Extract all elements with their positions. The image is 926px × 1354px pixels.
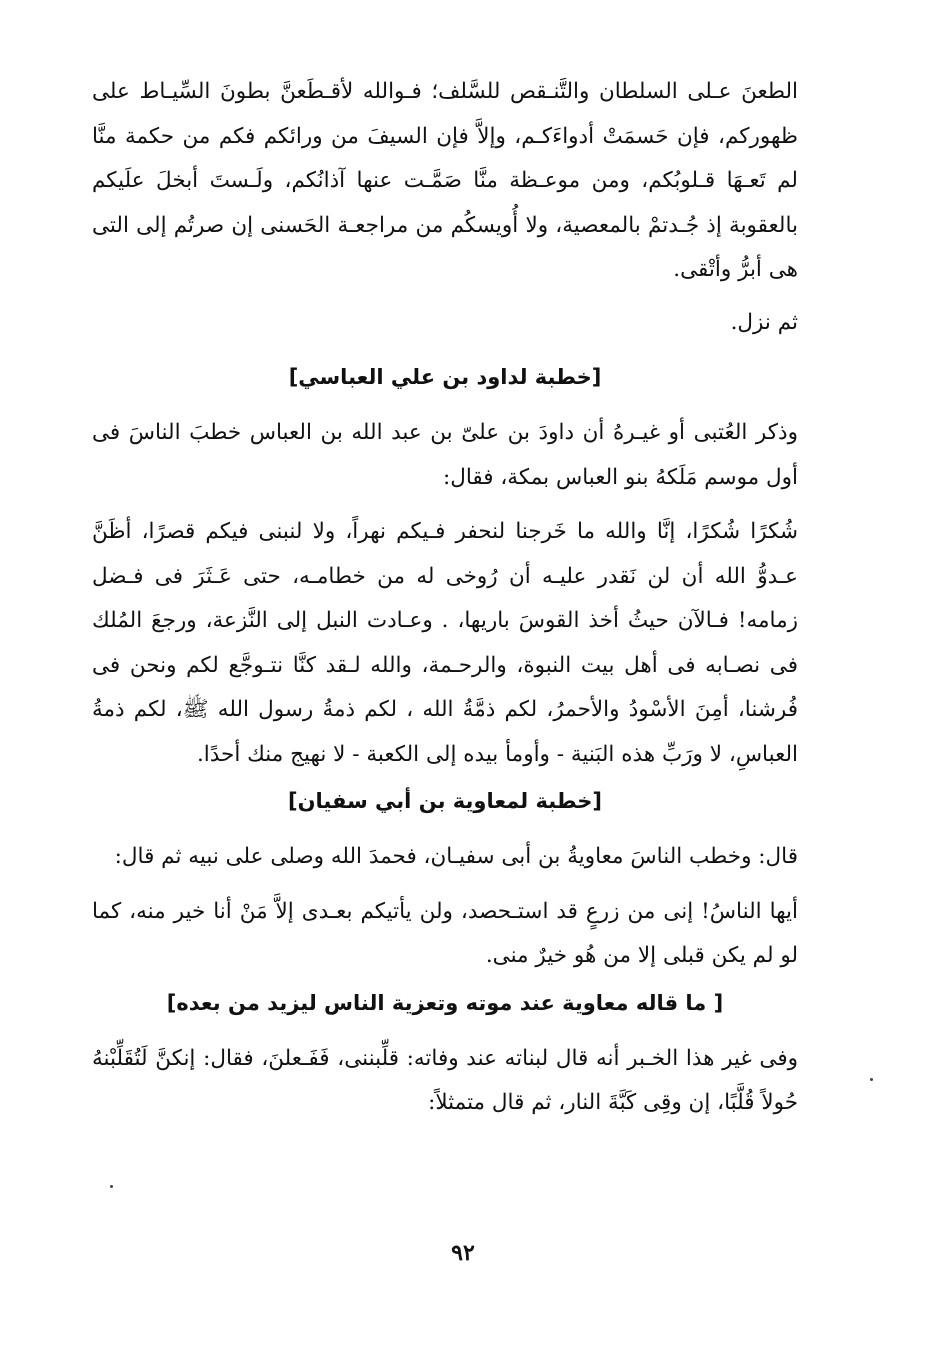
section-heading-muawiya-death-text: [ ما قاله معاوية عند موته وتعزية الناس ليزيد من بعده]	[166, 990, 724, 1015]
paragraph-dawud-speech: شُكرًا شُكرًا، إنَّا والله ما خَرجنا لنحفر فـيكم نهراً، ولا لنبنى فيكم قصرًا، أظَنَّ عـدوُّ الله أن لن نَقدر عليـه أن رُوخى له من خطامـه، حتى عَـثَرَ فى فـضل زمامه! فـالآن حيثُ أخذ القوسَ باريها، . وعـادت النبل إلى النَّزعة، ورجعَ المُلك فى نصـابه فى أهل بيت النبوة، والرحـمة، والله لـقد كنَّا نتـوجَّع لكم ونحن فى فُرشنا، أمِنَ الأسْودُ والأحمرُ، لكم ذمَّةُ الله ، لكم ذمةُ رسول الله ﷺ، لكم ذمةُ العباسِ، لا ورَبِّ هذه البَنية - وأومأ بيده إلى الكعبة - لا نهيج منك أحدًا.	[92, 519, 798, 767]
section-heading-muawiya-death	[92, 983, 798, 1023]
section-heading-dawud	[92, 357, 798, 397]
paragraph-opening: الطعنَ عـلى السلطان والتَّنـقص للسَّلف؛ فـوالله لأقـطَعنَّ بطونَ السِّيـاط على ظهوركم، فإن حَسمَتْ أدواءَكـم، وإلاَّ فإن السيفَ من ورائكم فكم من حكمة منَّا لم تَعـهَا قـلوبُكم، ومن موعـظة منَّا صَمَّـت عنها آذانُكم، ولَـستَ أبخلَ علَيكم بالعقوبة إذ جُـدتمْ بالمعصية، ولا أُويسكُم من مراجعـة الحَسنى إن صرتُم إلى التى هى أبرُّ وأتْقى.	[92, 79, 798, 282]
page-number: ٩٢	[451, 1240, 475, 1266]
section-heading-muawiya-text: [خطبة لمعاوية بن أبي سفيان]	[288, 789, 602, 813]
scan-speck	[870, 1078, 873, 1081]
paragraph-muawiya-death: وفى غير هذا الخـبر أنه قال لبناته عند وفاته: قلِّبننى، فَفَـعلنَ، فقال: إنكنَّ لَتُقَلِّبْنهُ حُولاً قُلَّبًا، إن وقِى كَبَّةَ النار، ثم قال متمثلاً:	[92, 1045, 798, 1115]
scan-speck	[110, 1185, 113, 1188]
section-heading-dawud-text: [خطبة لداود بن علي العباسي]	[288, 365, 602, 389]
paragraph-dawud-intro: وذكر العُتبى أو غيـرهُ أن داودَ بن علىّ بن عبد الله بن العباس خطبَ الناسَ فى أول موسم مَلَكهُ بنو العباس بمكة، فقال:	[92, 420, 798, 490]
paragraph-muawiya-intro: قال: وخطب الناسَ معاويةُ بن أبى سفيـان، فحمدَ الله وصلى على نبيه ثم قال:	[114, 844, 798, 869]
paragraph-muawiya-speech: أيها الناسُ! إنى من زرعٍ قد استـحصد، ولن يأتيكم بعـدى إلاَّ مَنْ أنا خير منه، كما لو لم يكن قبلى إلا من هُو خيرٌ منى.	[92, 898, 798, 968]
paragraph-then-descended: ثم نزل.	[730, 309, 798, 335]
section-heading-muawiya	[92, 781, 798, 821]
